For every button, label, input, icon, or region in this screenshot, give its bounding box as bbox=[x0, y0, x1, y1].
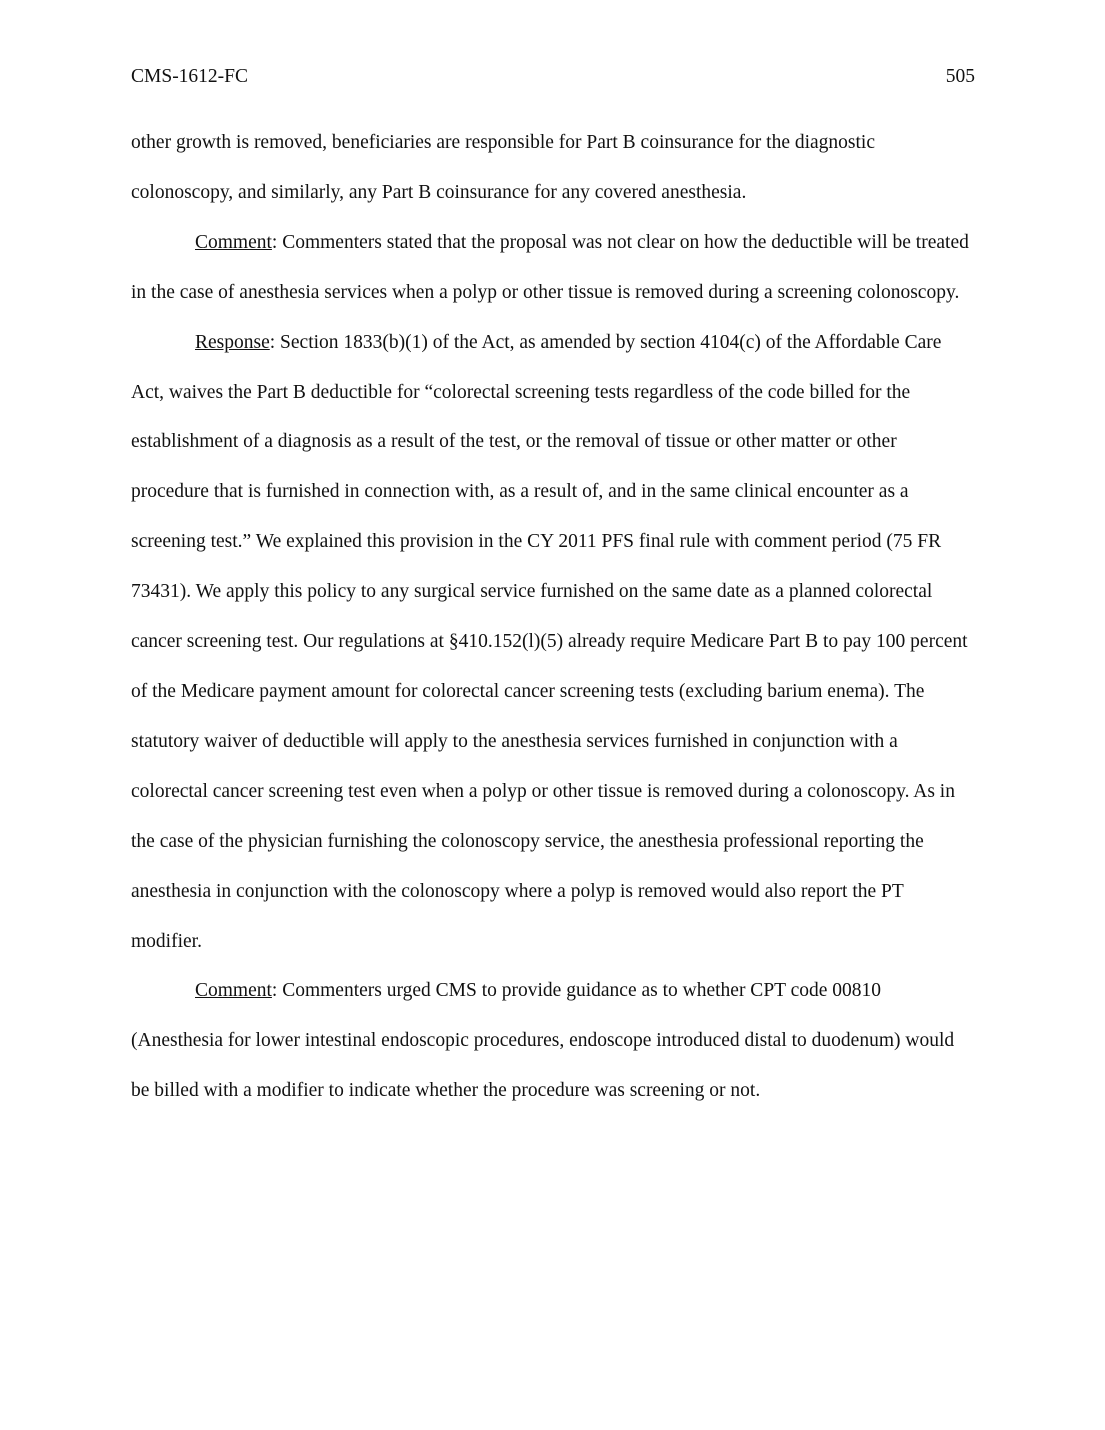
paragraph-text: : Section 1833(b)(1) of the Act, as amended by section 4104(c) of the Affordable Care Act, waives the Part B deductible for “colorectal screening tests regardless of the code billed for the establishment of a diagnosis as a result of the test, or the removal of tissue or other matter or other procedure that is furnished in connection with, as a result of, and in the same clinical encounter as a screening test.” We explained this provision in the CY 2011 PFS final rule with comment period (75 FR 73431). We apply this policy to any surgical service furnished on the same date as a planned colorectal cancer screening test. Our regulations at §410.152(l)(5) already require Medicare Part B to pay 100 percent of the Medicare payment amount for colorectal cancer screening tests (excluding barium enema). The statutory waiver of deductible will apply to the anesthesia services furnished in conjunction with a colorectal cancer screening test even when a polyp or other tissue is removed during a colonoscopy. As in the case of the physician furnishing the colonoscopy service, the anesthesia professional reporting the anesthesia in conjunction with the colonoscopy where a polyp is removed would also report the PT modifier. bbox=[131, 331, 968, 952]
document-id: CMS-1612-FC bbox=[131, 66, 249, 87]
comment-label: Comment bbox=[195, 980, 272, 1002]
paragraph-text: : Commenters stated that the proposal was not clear on how the deductible will be treated in the case of anesthesia services when a polyp or other tissue is removed during a screening colonoscopy. bbox=[131, 231, 969, 303]
body-text bbox=[131, 118, 977, 1116]
paragraph-comment bbox=[131, 966, 977, 1116]
paragraph-text: other growth is removed, beneficiaries are responsible for Part B coinsurance for the diagnostic colonoscopy, and similarly, any Part B coinsurance for any covered anesthesia. bbox=[131, 132, 875, 203]
paragraph-response bbox=[131, 318, 977, 967]
paragraph-text: : Commenters urged CMS to provide guidance as to whether CPT code 00810 (Anesthesia for lower intestinal endoscopic procedures, endoscope introduced distal to duodenum) would be billed with a modifier to indicate whether the procedure was screening or not. bbox=[131, 980, 955, 1102]
paragraph-comment bbox=[131, 218, 977, 318]
response-label: Response bbox=[195, 331, 270, 353]
page-header bbox=[131, 66, 975, 92]
paragraph-continuation bbox=[131, 118, 977, 218]
comment-label: Comment bbox=[195, 231, 272, 253]
page-number: 505 bbox=[945, 66, 975, 87]
